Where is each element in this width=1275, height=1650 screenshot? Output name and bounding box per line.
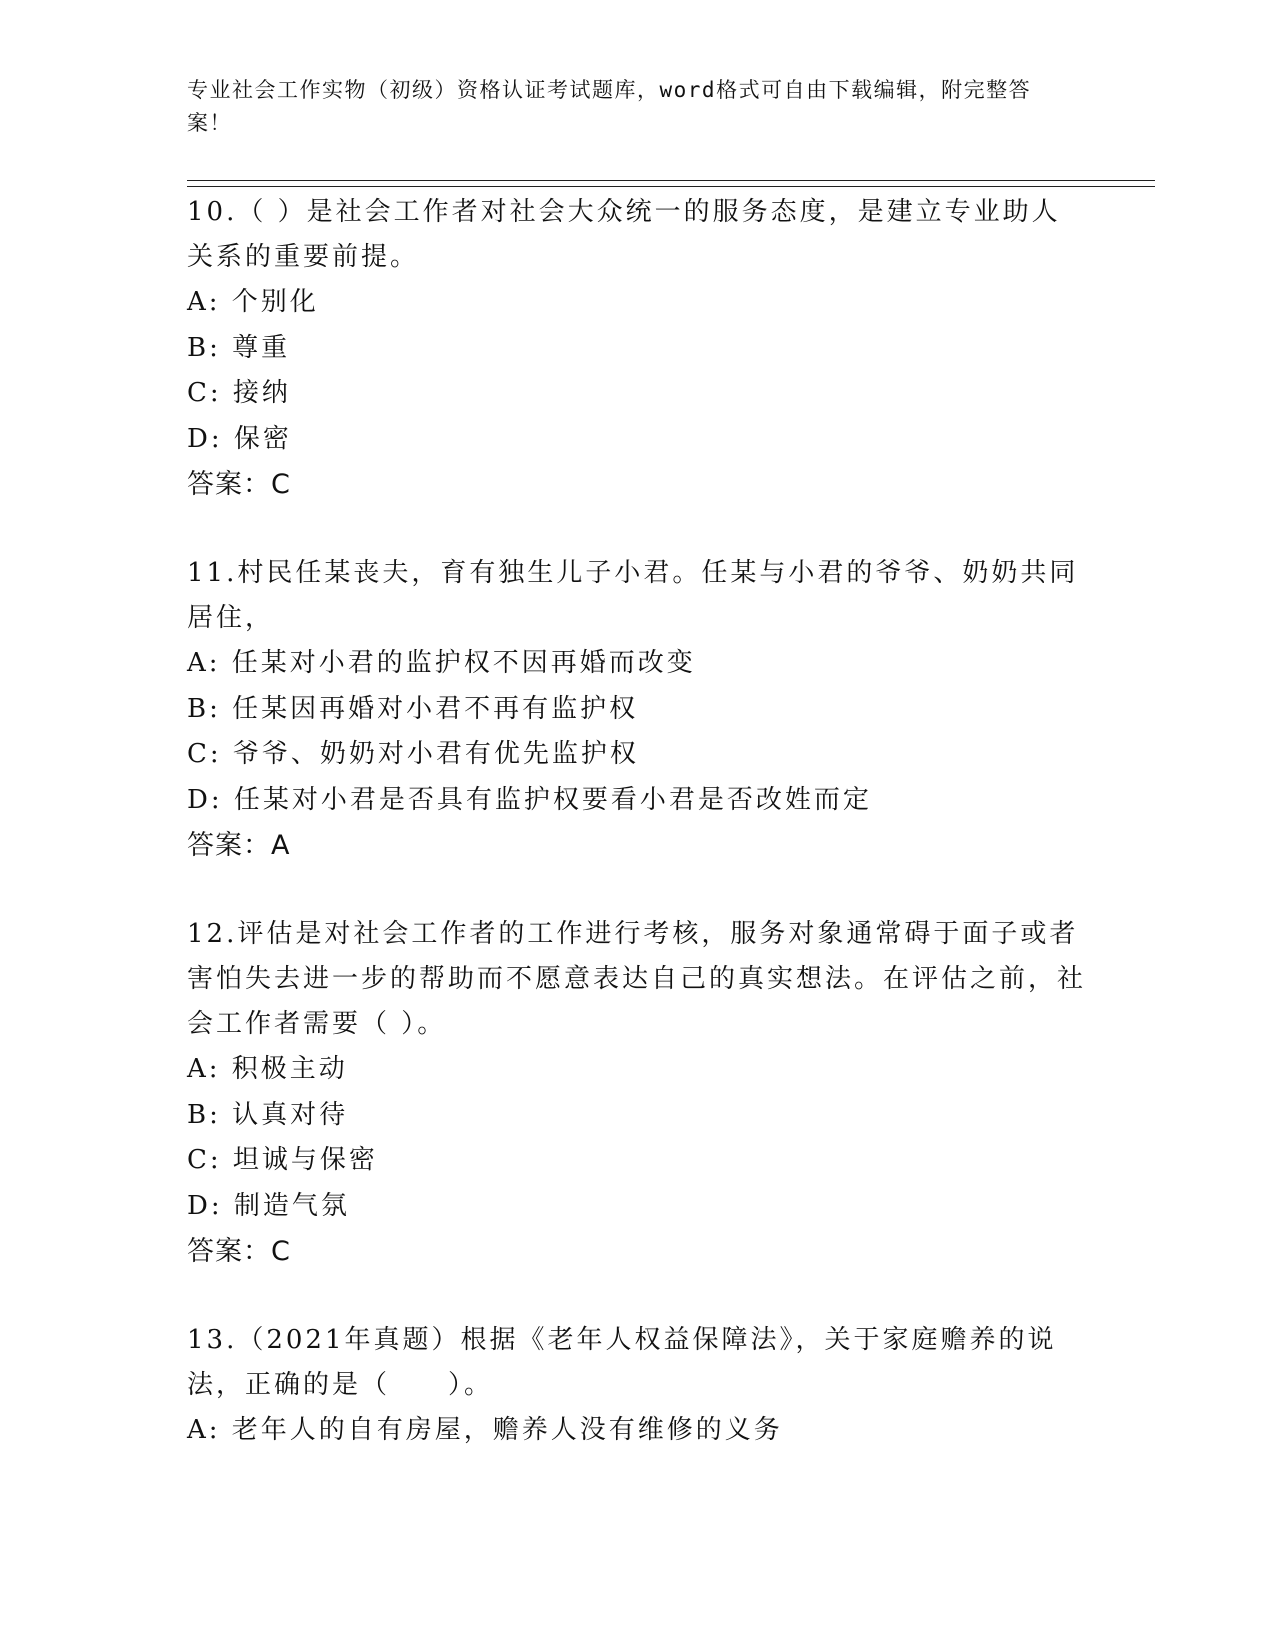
option-a: A: 老年人的自有房屋，赡养人没有维修的义务 bbox=[187, 1415, 783, 1445]
question-13 bbox=[187, 1318, 1087, 1454]
question-list bbox=[187, 190, 1087, 1454]
option-b: B: 尊重 bbox=[187, 332, 291, 363]
option-b: B: 认真对待 bbox=[187, 1099, 349, 1130]
option-c: C: 爷爷、奶奶对小君有优先监护权 bbox=[187, 739, 639, 769]
header-rule-top bbox=[187, 180, 1155, 181]
answer: 答案：C bbox=[187, 469, 291, 500]
question-stem: 11.村民任某丧夫，育有独生儿子小君。任某与小君的爷爷、奶奶共同居住， bbox=[187, 558, 1079, 633]
option-a: A: 任某对小君的监护权不因再婚而改变 bbox=[187, 648, 696, 678]
question-12 bbox=[187, 912, 1087, 1274]
option-a: A: 积极主动 bbox=[187, 1054, 348, 1084]
option-c: C: 坦诚与保密 bbox=[187, 1145, 378, 1175]
answer: 答案：A bbox=[187, 830, 291, 861]
header-rule-bottom bbox=[187, 186, 1155, 187]
option-a: A: 个别化 bbox=[187, 287, 319, 317]
document-header: 专业社会工作实物（初级）资格认证考试题库，word格式可自由下载编辑，附完整答案！ bbox=[187, 78, 1032, 135]
option-c: C: 接纳 bbox=[187, 378, 291, 408]
option-b: B: 任某因再婚对小君不再有监护权 bbox=[187, 693, 639, 724]
question-11 bbox=[187, 551, 1087, 868]
option-d: D: 保密 bbox=[187, 423, 292, 454]
question-10 bbox=[187, 190, 1087, 507]
question-stem: 10.（ ）是社会工作者对社会大众统一的服务态度，是建立专业助人关系的重要前提。 bbox=[187, 197, 1061, 272]
question-stem: 12.评估是对社会工作者的工作进行考核，服务对象通常碍于面子或者害怕失去进一步的帮助而不愿意表达自己的真实想法。在评估之前，社会工作者需要（ ）。 bbox=[187, 919, 1087, 1039]
answer: 答案：C bbox=[187, 1236, 291, 1267]
question-stem: 13.（2021年真题）根据《老年人权益保障法》，关于家庭赡养的说法，正确的是（ ）。 bbox=[187, 1325, 1057, 1400]
option-d: D: 任某对小君是否具有监护权要看小君是否改姓而定 bbox=[187, 784, 872, 815]
option-d: D: 制造气氛 bbox=[187, 1190, 350, 1221]
